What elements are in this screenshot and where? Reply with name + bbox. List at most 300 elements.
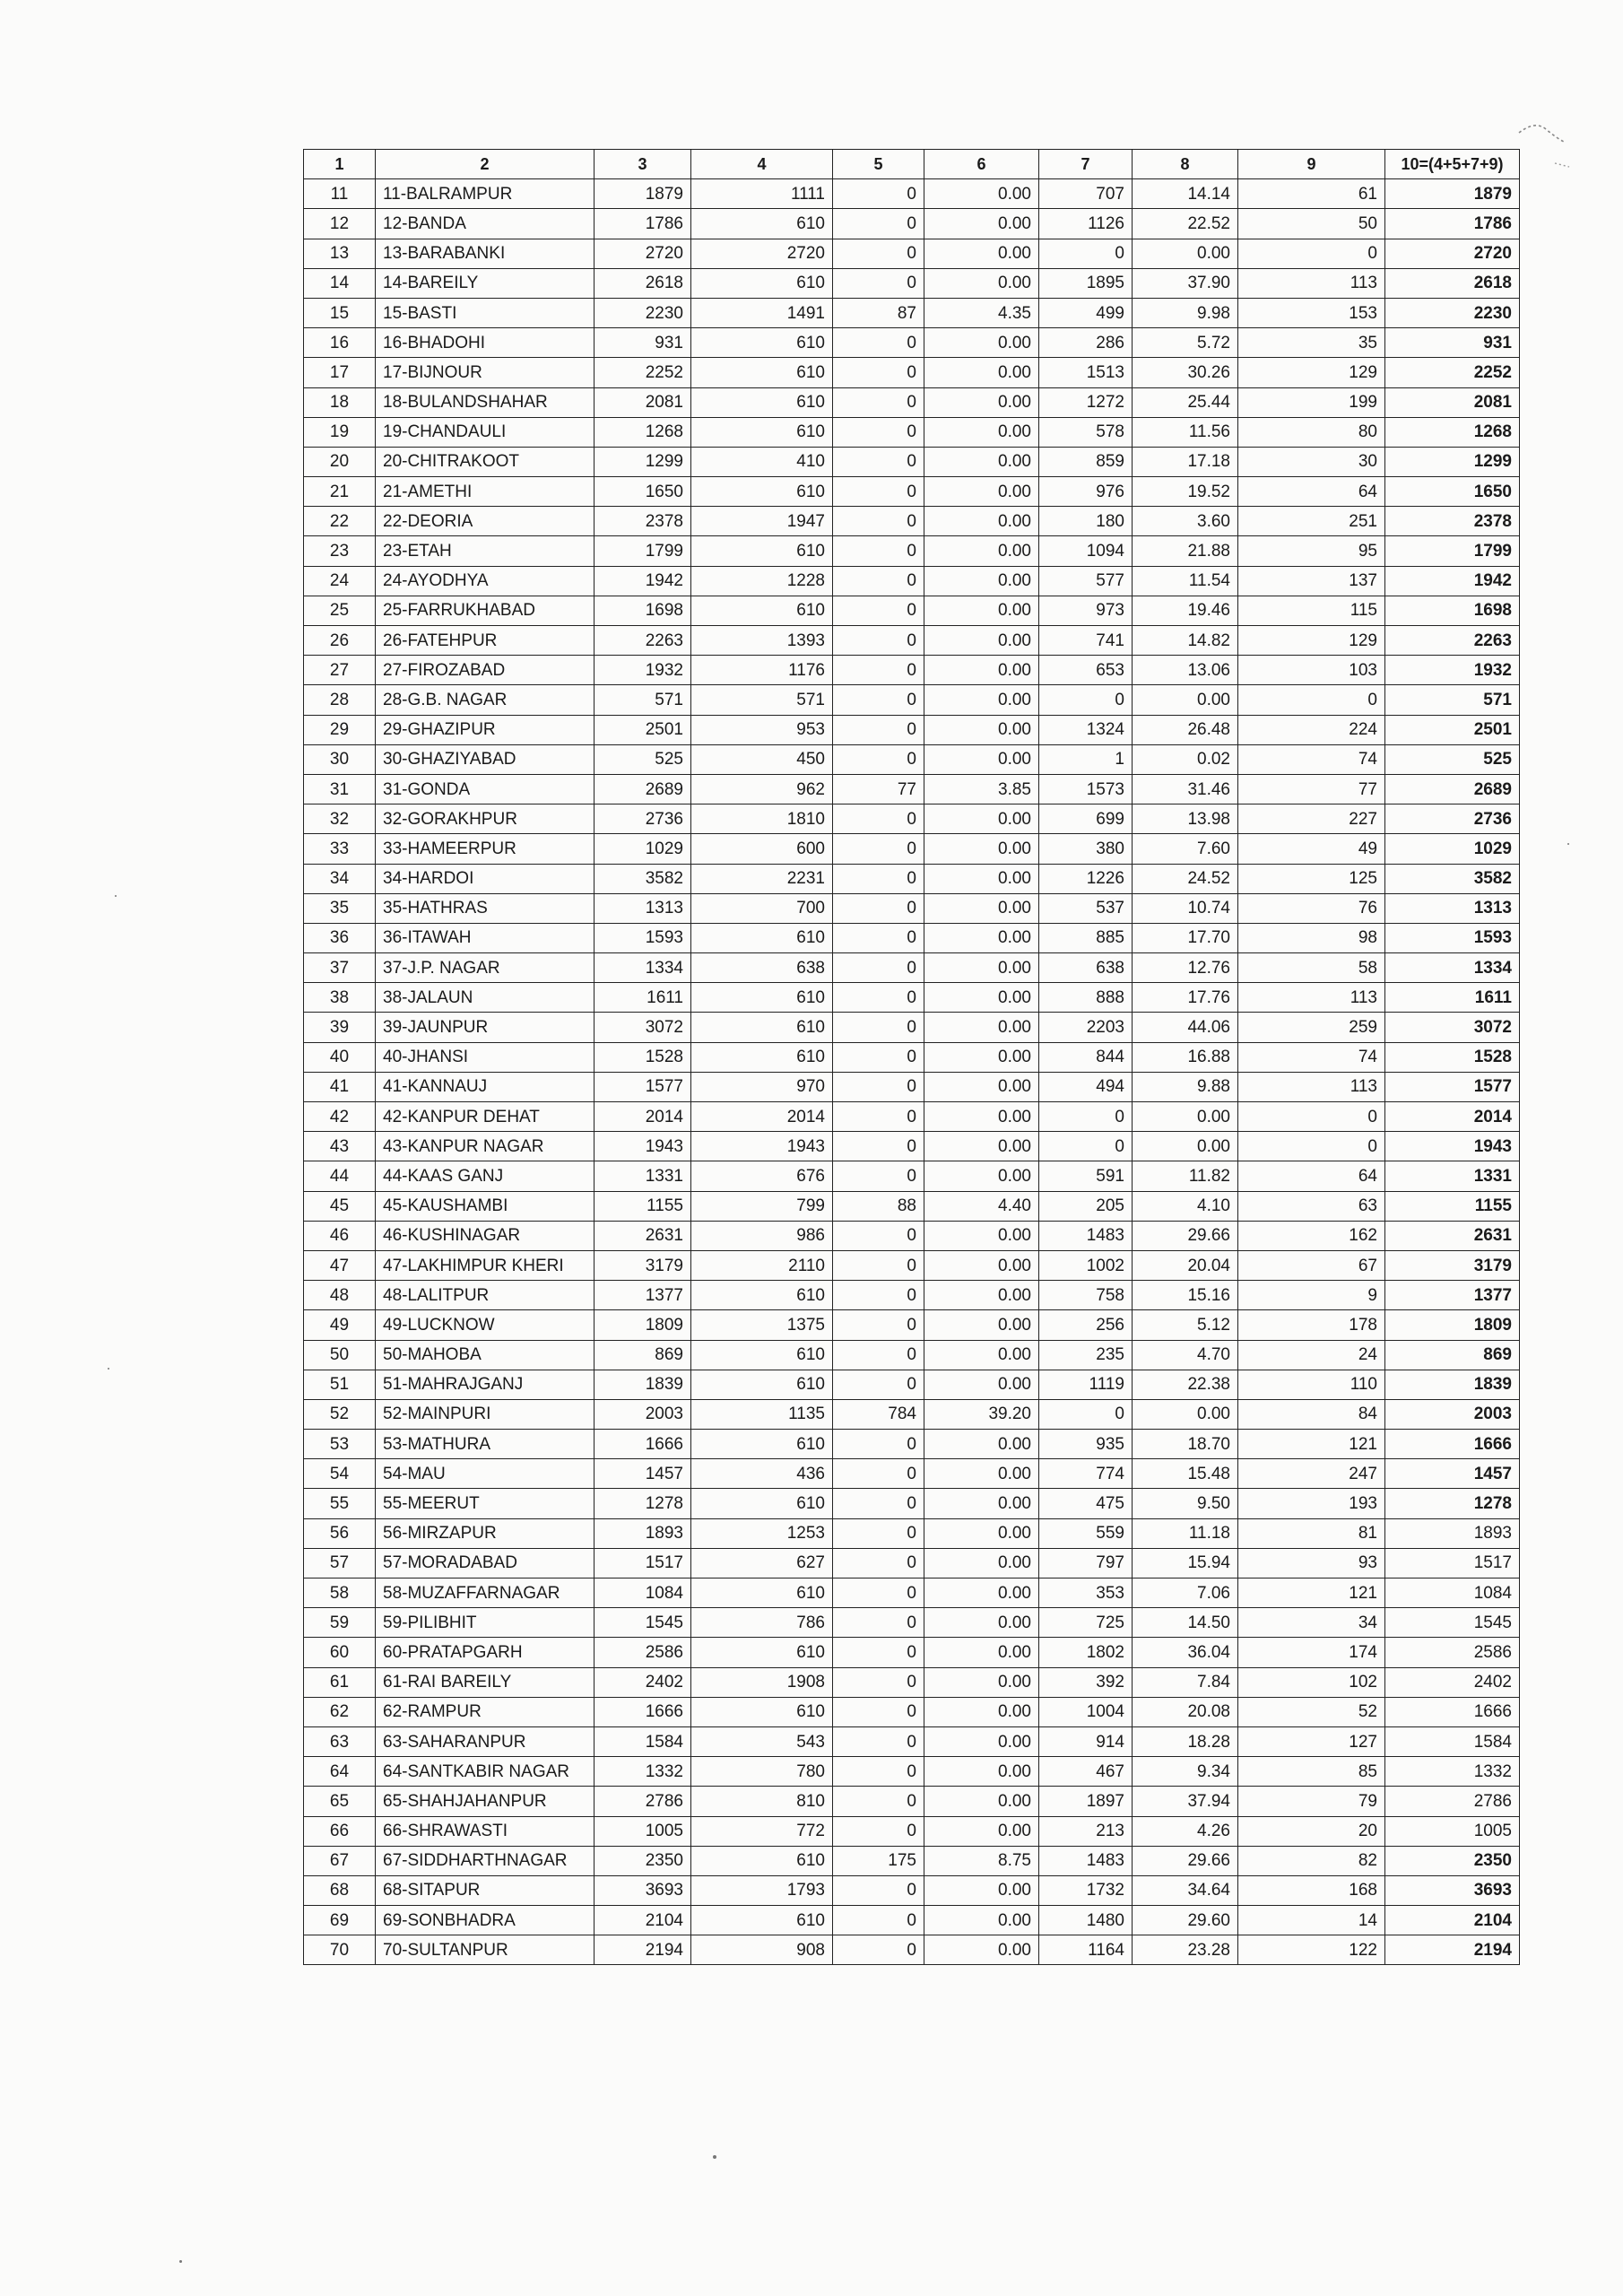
total-value-cell: 2263 <box>1385 626 1520 656</box>
col-4-value-cell: 1943 <box>691 1132 833 1161</box>
total-value-cell: 1611 <box>1385 983 1520 1013</box>
col-9-value-cell: 113 <box>1238 1072 1385 1101</box>
serial-number-cell: 16 <box>304 328 376 358</box>
col-5-value-cell: 0 <box>833 209 924 239</box>
col-5-value-cell: 0 <box>833 1430 924 1459</box>
serial-number-cell: 18 <box>304 387 376 417</box>
col-5-value-cell: 87 <box>833 298 924 327</box>
column-header-9: 9 <box>1238 150 1385 179</box>
table-row <box>304 656 1520 685</box>
col-7-value-cell: 885 <box>1039 923 1133 952</box>
total-value-cell: 1698 <box>1385 596 1520 625</box>
col-7-value-cell: 976 <box>1039 477 1133 507</box>
serial-number-cell: 70 <box>304 1935 376 1965</box>
table-row <box>304 1042 1520 1072</box>
col-5-value-cell: 0 <box>833 328 924 358</box>
serial-number-cell: 43 <box>304 1132 376 1161</box>
col-9-value-cell: 50 <box>1238 209 1385 239</box>
col-4-value-cell: 600 <box>691 834 833 864</box>
col-7-value-cell: 859 <box>1039 447 1133 476</box>
col-7-value-cell: 1897 <box>1039 1787 1133 1816</box>
col-8-value-cell: 0.00 <box>1133 1102 1238 1132</box>
col-8-value-cell: 19.52 <box>1133 477 1238 507</box>
table-row <box>304 1310 1520 1340</box>
col-5-value-cell: 0 <box>833 1697 924 1726</box>
col-3-value-cell: 1029 <box>595 834 691 864</box>
col-7-value-cell: 494 <box>1039 1072 1133 1101</box>
district-name-cell: 63-SAHARANPUR <box>376 1726 595 1756</box>
col-9-value-cell: 14 <box>1238 1906 1385 1935</box>
col-7-value-cell: 380 <box>1039 834 1133 864</box>
total-value-cell: 2736 <box>1385 804 1520 834</box>
serial-number-cell: 23 <box>304 536 376 566</box>
district-name-cell: 36-ITAWAH <box>376 923 595 952</box>
serial-number-cell: 11 <box>304 179 376 209</box>
col-7-value-cell: 1483 <box>1039 1221 1133 1250</box>
col-8-value-cell: 11.82 <box>1133 1161 1238 1191</box>
total-value-cell: 1893 <box>1385 1518 1520 1548</box>
serial-number-cell: 62 <box>304 1697 376 1726</box>
col-7-value-cell: 1480 <box>1039 1906 1133 1935</box>
col-4-value-cell: 1491 <box>691 298 833 327</box>
col-5-value-cell: 0 <box>833 1132 924 1161</box>
col-3-value-cell: 931 <box>595 328 691 358</box>
col-8-value-cell: 5.12 <box>1133 1310 1238 1340</box>
table-row <box>304 923 1520 952</box>
serial-number-cell: 37 <box>304 953 376 983</box>
col-3-value-cell: 2230 <box>595 298 691 327</box>
total-value-cell: 2350 <box>1385 1846 1520 1875</box>
total-value-cell: 1943 <box>1385 1132 1520 1161</box>
col-5-value-cell: 0 <box>833 1221 924 1250</box>
district-name-cell: 34-HARDOI <box>376 864 595 893</box>
total-value-cell: 2586 <box>1385 1638 1520 1667</box>
col-5-value-cell: 77 <box>833 774 924 804</box>
district-name-cell: 60-PRATAPGARH <box>376 1638 595 1667</box>
col-5-value-cell: 0 <box>833 507 924 536</box>
col-5-value-cell: 0 <box>833 834 924 864</box>
col-9-value-cell: 81 <box>1238 1518 1385 1548</box>
total-value-cell: 2081 <box>1385 387 1520 417</box>
col-8-value-cell: 22.38 <box>1133 1370 1238 1399</box>
col-9-value-cell: 174 <box>1238 1638 1385 1667</box>
col-8-value-cell: 37.94 <box>1133 1787 1238 1816</box>
col-9-value-cell: 178 <box>1238 1310 1385 1340</box>
col-4-value-cell: 786 <box>691 1608 833 1638</box>
col-4-value-cell: 610 <box>691 1430 833 1459</box>
col-4-value-cell: 953 <box>691 715 833 744</box>
col-6-value-cell: 0.00 <box>924 239 1039 268</box>
col-7-value-cell: 213 <box>1039 1816 1133 1846</box>
col-7-value-cell: 758 <box>1039 1281 1133 1310</box>
col-8-value-cell: 11.56 <box>1133 417 1238 447</box>
serial-number-cell: 35 <box>304 893 376 923</box>
district-name-cell: 27-FIROZABAD <box>376 656 595 685</box>
col-3-value-cell: 2618 <box>595 268 691 298</box>
table-row <box>304 1340 1520 1370</box>
col-5-value-cell: 0 <box>833 1518 924 1548</box>
col-5-value-cell: 0 <box>833 1726 924 1756</box>
col-7-value-cell: 475 <box>1039 1489 1133 1518</box>
serial-number-cell: 68 <box>304 1875 376 1905</box>
col-8-value-cell: 9.34 <box>1133 1757 1238 1787</box>
serial-number-cell: 30 <box>304 744 376 774</box>
col-3-value-cell: 2786 <box>595 1787 691 1816</box>
col-3-value-cell: 1334 <box>595 953 691 983</box>
table-row <box>304 1102 1520 1132</box>
col-3-value-cell: 2081 <box>595 387 691 417</box>
col-7-value-cell: 1272 <box>1039 387 1133 417</box>
col-4-value-cell: 1135 <box>691 1399 833 1429</box>
district-name-cell: 23-ETAH <box>376 536 595 566</box>
col-4-value-cell: 610 <box>691 1846 833 1875</box>
district-name-cell: 53-MATHURA <box>376 1430 595 1459</box>
district-name-cell: 42-KANPUR DEHAT <box>376 1102 595 1132</box>
district-name-cell: 65-SHAHJAHANPUR <box>376 1787 595 1816</box>
table-row <box>304 953 1520 983</box>
district-name-cell: 21-AMETHI <box>376 477 595 507</box>
district-name-cell: 67-SIDDHARTHNAGAR <box>376 1846 595 1875</box>
table-row <box>304 1638 1520 1667</box>
col-5-value-cell: 0 <box>833 1578 924 1608</box>
col-4-value-cell: 908 <box>691 1935 833 1965</box>
table-row <box>304 864 1520 893</box>
col-5-value-cell: 0 <box>833 239 924 268</box>
col-3-value-cell: 1084 <box>595 1578 691 1608</box>
serial-number-cell: 42 <box>304 1102 376 1132</box>
col-6-value-cell: 0.00 <box>924 417 1039 447</box>
col-7-value-cell: 1802 <box>1039 1638 1133 1667</box>
col-7-value-cell: 235 <box>1039 1340 1133 1370</box>
col-3-value-cell: 3072 <box>595 1013 691 1042</box>
district-name-cell: 64-SANTKABIR NAGAR <box>376 1757 595 1787</box>
total-value-cell: 1584 <box>1385 1726 1520 1756</box>
serial-number-cell: 49 <box>304 1310 376 1340</box>
total-value-cell: 2378 <box>1385 507 1520 536</box>
col-3-value-cell: 1584 <box>595 1726 691 1756</box>
col-8-value-cell: 36.04 <box>1133 1638 1238 1667</box>
col-6-value-cell: 0.00 <box>924 1875 1039 1905</box>
col-6-value-cell: 3.85 <box>924 774 1039 804</box>
col-4-value-cell: 1793 <box>691 1875 833 1905</box>
table-row <box>304 1191 1520 1221</box>
col-9-value-cell: 98 <box>1238 923 1385 952</box>
col-4-value-cell: 676 <box>691 1161 833 1191</box>
col-7-value-cell: 973 <box>1039 596 1133 625</box>
col-4-value-cell: 610 <box>691 1281 833 1310</box>
col-6-value-cell: 0.00 <box>924 179 1039 209</box>
col-6-value-cell: 0.00 <box>924 923 1039 952</box>
serial-number-cell: 58 <box>304 1578 376 1608</box>
col-3-value-cell: 2736 <box>595 804 691 834</box>
total-value-cell: 1666 <box>1385 1697 1520 1726</box>
col-3-value-cell: 2501 <box>595 715 691 744</box>
table-row <box>304 774 1520 804</box>
serial-number-cell: 29 <box>304 715 376 744</box>
col-9-value-cell: 67 <box>1238 1250 1385 1280</box>
district-name-cell: 26-FATEHPUR <box>376 626 595 656</box>
col-7-value-cell: 205 <box>1039 1191 1133 1221</box>
col-5-value-cell: 0 <box>833 685 924 715</box>
col-3-value-cell: 1457 <box>595 1459 691 1489</box>
col-3-value-cell: 2104 <box>595 1906 691 1935</box>
col-9-value-cell: 224 <box>1238 715 1385 744</box>
total-value-cell: 1545 <box>1385 1608 1520 1638</box>
col-7-value-cell: 256 <box>1039 1310 1133 1340</box>
col-4-value-cell: 610 <box>691 983 833 1013</box>
col-9-value-cell: 110 <box>1238 1370 1385 1399</box>
table-row <box>304 1548 1520 1578</box>
district-name-cell: 22-DEORIA <box>376 507 595 536</box>
serial-number-cell: 65 <box>304 1787 376 1816</box>
table-row <box>304 1816 1520 1846</box>
col-8-value-cell: 0.00 <box>1133 1132 1238 1161</box>
scan-speck <box>713 2155 716 2159</box>
total-value-cell: 2720 <box>1385 239 1520 268</box>
col-8-value-cell: 17.18 <box>1133 447 1238 476</box>
total-value-cell: 869 <box>1385 1340 1520 1370</box>
table-row <box>304 1906 1520 1935</box>
col-4-value-cell: 799 <box>691 1191 833 1221</box>
col-6-value-cell: 0.00 <box>924 1667 1039 1697</box>
col-3-value-cell: 1839 <box>595 1370 691 1399</box>
district-name-cell: 70-SULTANPUR <box>376 1935 595 1965</box>
total-value-cell: 2003 <box>1385 1399 1520 1429</box>
col-4-value-cell: 610 <box>691 1340 833 1370</box>
column-header-7: 7 <box>1039 150 1133 179</box>
col-9-value-cell: 30 <box>1238 447 1385 476</box>
col-6-value-cell: 0.00 <box>924 1757 1039 1787</box>
col-5-value-cell: 0 <box>833 1608 924 1638</box>
col-9-value-cell: 74 <box>1238 744 1385 774</box>
table-row <box>304 1935 1520 1965</box>
district-name-cell: 41-KANNAUJ <box>376 1072 595 1101</box>
col-4-value-cell: 1375 <box>691 1310 833 1340</box>
col-9-value-cell: 121 <box>1238 1578 1385 1608</box>
col-4-value-cell: 610 <box>691 1489 833 1518</box>
district-name-cell: 61-RAI BAREILY <box>376 1667 595 1697</box>
table-row <box>304 566 1520 596</box>
col-8-value-cell: 7.06 <box>1133 1578 1238 1608</box>
col-9-value-cell: 82 <box>1238 1846 1385 1875</box>
col-9-value-cell: 24 <box>1238 1340 1385 1370</box>
table-row <box>304 536 1520 566</box>
col-9-value-cell: 251 <box>1238 507 1385 536</box>
col-9-value-cell: 0 <box>1238 1102 1385 1132</box>
table-row <box>304 744 1520 774</box>
district-name-cell: 48-LALITPUR <box>376 1281 595 1310</box>
col-7-value-cell: 1513 <box>1039 358 1133 387</box>
col-4-value-cell: 962 <box>691 774 833 804</box>
col-8-value-cell: 17.76 <box>1133 983 1238 1013</box>
serial-number-cell: 25 <box>304 596 376 625</box>
col-3-value-cell: 1809 <box>595 1310 691 1340</box>
table-row <box>304 1518 1520 1548</box>
col-4-value-cell: 2231 <box>691 864 833 893</box>
col-9-value-cell: 80 <box>1238 417 1385 447</box>
serial-number-cell: 34 <box>304 864 376 893</box>
total-value-cell: 1932 <box>1385 656 1520 685</box>
table-row <box>304 1072 1520 1101</box>
total-value-cell: 2402 <box>1385 1667 1520 1697</box>
col-5-value-cell: 0 <box>833 596 924 625</box>
column-header-8: 8 <box>1133 150 1238 179</box>
district-name-cell: 29-GHAZIPUR <box>376 715 595 744</box>
col-8-value-cell: 10.74 <box>1133 893 1238 923</box>
col-4-value-cell: 780 <box>691 1757 833 1787</box>
col-3-value-cell: 1650 <box>595 477 691 507</box>
col-9-value-cell: 63 <box>1238 1191 1385 1221</box>
col-5-value-cell: 0 <box>833 744 924 774</box>
col-5-value-cell: 0 <box>833 1906 924 1935</box>
col-5-value-cell: 0 <box>833 417 924 447</box>
col-6-value-cell: 0.00 <box>924 983 1039 1013</box>
table-row <box>304 268 1520 298</box>
total-value-cell: 571 <box>1385 685 1520 715</box>
col-5-value-cell: 0 <box>833 1548 924 1578</box>
district-name-cell: 50-MAHOBA <box>376 1340 595 1370</box>
col-3-value-cell: 2402 <box>595 1667 691 1697</box>
column-header-2: 2 <box>376 150 595 179</box>
col-5-value-cell: 0 <box>833 983 924 1013</box>
col-9-value-cell: 259 <box>1238 1013 1385 1042</box>
col-8-value-cell: 15.16 <box>1133 1281 1238 1310</box>
total-value-cell: 1879 <box>1385 179 1520 209</box>
serial-number-cell: 64 <box>304 1757 376 1787</box>
col-6-value-cell: 0.00 <box>924 566 1039 596</box>
district-name-cell: 68-SITAPUR <box>376 1875 595 1905</box>
col-9-value-cell: 76 <box>1238 893 1385 923</box>
col-6-value-cell: 0.00 <box>924 1340 1039 1370</box>
col-6-value-cell: 0.00 <box>924 1787 1039 1816</box>
district-name-cell: 62-RAMPUR <box>376 1697 595 1726</box>
col-3-value-cell: 571 <box>595 685 691 715</box>
col-8-value-cell: 16.88 <box>1133 1042 1238 1072</box>
col-9-value-cell: 168 <box>1238 1875 1385 1905</box>
serial-number-cell: 50 <box>304 1340 376 1370</box>
total-value-cell: 1666 <box>1385 1430 1520 1459</box>
total-value-cell: 2194 <box>1385 1935 1520 1965</box>
col-9-value-cell: 61 <box>1238 179 1385 209</box>
col-9-value-cell: 93 <box>1238 1548 1385 1578</box>
col-9-value-cell: 227 <box>1238 804 1385 834</box>
serial-number-cell: 66 <box>304 1816 376 1846</box>
total-value-cell: 2104 <box>1385 1906 1520 1935</box>
col-5-value-cell: 0 <box>833 1935 924 1965</box>
col-5-value-cell: 0 <box>833 715 924 744</box>
col-3-value-cell: 1332 <box>595 1757 691 1787</box>
district-name-cell: 11-BALRAMPUR <box>376 179 595 209</box>
col-3-value-cell: 1528 <box>595 1042 691 1072</box>
col-8-value-cell: 7.84 <box>1133 1667 1238 1697</box>
column-header-4: 4 <box>691 150 833 179</box>
col-6-value-cell: 0.00 <box>924 596 1039 625</box>
serial-number-cell: 19 <box>304 417 376 447</box>
col-4-value-cell: 610 <box>691 1578 833 1608</box>
col-5-value-cell: 0 <box>833 804 924 834</box>
serial-number-cell: 24 <box>304 566 376 596</box>
serial-number-cell: 54 <box>304 1459 376 1489</box>
col-7-value-cell: 559 <box>1039 1518 1133 1548</box>
col-4-value-cell: 1253 <box>691 1518 833 1548</box>
col-4-value-cell: 610 <box>691 209 833 239</box>
col-3-value-cell: 2003 <box>595 1399 691 1429</box>
serial-number-cell: 39 <box>304 1013 376 1042</box>
serial-number-cell: 21 <box>304 477 376 507</box>
col-4-value-cell: 410 <box>691 447 833 476</box>
serial-number-cell: 22 <box>304 507 376 536</box>
serial-number-cell: 51 <box>304 1370 376 1399</box>
col-3-value-cell: 1786 <box>595 209 691 239</box>
district-name-cell: 56-MIRZAPUR <box>376 1518 595 1548</box>
col-5-value-cell: 0 <box>833 536 924 566</box>
col-6-value-cell: 0.00 <box>924 536 1039 566</box>
col-6-value-cell: 0.00 <box>924 1132 1039 1161</box>
col-4-value-cell: 638 <box>691 953 833 983</box>
col-7-value-cell: 638 <box>1039 953 1133 983</box>
col-9-value-cell: 77 <box>1238 774 1385 804</box>
col-6-value-cell: 0.00 <box>924 387 1039 417</box>
col-9-value-cell: 129 <box>1238 358 1385 387</box>
col-6-value-cell: 0.00 <box>924 1489 1039 1518</box>
col-5-value-cell: 88 <box>833 1191 924 1221</box>
col-6-value-cell: 0.00 <box>924 1578 1039 1608</box>
district-name-cell: 28-G.B. NAGAR <box>376 685 595 715</box>
total-value-cell: 931 <box>1385 328 1520 358</box>
total-value-cell: 1005 <box>1385 1816 1520 1846</box>
col-8-value-cell: 23.28 <box>1133 1935 1238 1965</box>
col-5-value-cell: 0 <box>833 1667 924 1697</box>
serial-number-cell: 48 <box>304 1281 376 1310</box>
table-row <box>304 209 1520 239</box>
col-9-value-cell: 125 <box>1238 864 1385 893</box>
total-value-cell: 1528 <box>1385 1042 1520 1072</box>
col-9-value-cell: 58 <box>1238 953 1385 983</box>
col-6-value-cell: 0.00 <box>924 656 1039 685</box>
col-7-value-cell: 1483 <box>1039 1846 1133 1875</box>
col-4-value-cell: 610 <box>691 358 833 387</box>
table-row <box>304 1667 1520 1697</box>
table-row <box>304 1281 1520 1310</box>
district-name-cell: 51-MAHRAJGANJ <box>376 1370 595 1399</box>
col-7-value-cell: 591 <box>1039 1161 1133 1191</box>
col-7-value-cell: 353 <box>1039 1578 1133 1608</box>
col-6-value-cell: 0.00 <box>924 685 1039 715</box>
col-3-value-cell: 1942 <box>595 566 691 596</box>
col-4-value-cell: 627 <box>691 1548 833 1578</box>
serial-number-cell: 36 <box>304 923 376 952</box>
col-6-value-cell: 0.00 <box>924 1697 1039 1726</box>
col-6-value-cell: 0.00 <box>924 1370 1039 1399</box>
col-6-value-cell: 0.00 <box>924 1102 1039 1132</box>
col-4-value-cell: 610 <box>691 328 833 358</box>
serial-number-cell: 13 <box>304 239 376 268</box>
table-row <box>304 1846 1520 1875</box>
col-6-value-cell: 0.00 <box>924 1459 1039 1489</box>
col-9-value-cell: 20 <box>1238 1816 1385 1846</box>
col-8-value-cell: 18.70 <box>1133 1430 1238 1459</box>
col-9-value-cell: 9 <box>1238 1281 1385 1310</box>
table-row <box>304 893 1520 923</box>
col-4-value-cell: 610 <box>691 387 833 417</box>
col-8-value-cell: 31.46 <box>1133 774 1238 804</box>
district-name-cell: 16-BHADOHI <box>376 328 595 358</box>
col-4-value-cell: 610 <box>691 1013 833 1042</box>
table-row <box>304 1430 1520 1459</box>
total-value-cell: 1377 <box>1385 1281 1520 1310</box>
col-4-value-cell: 436 <box>691 1459 833 1489</box>
district-name-cell: 54-MAU <box>376 1459 595 1489</box>
